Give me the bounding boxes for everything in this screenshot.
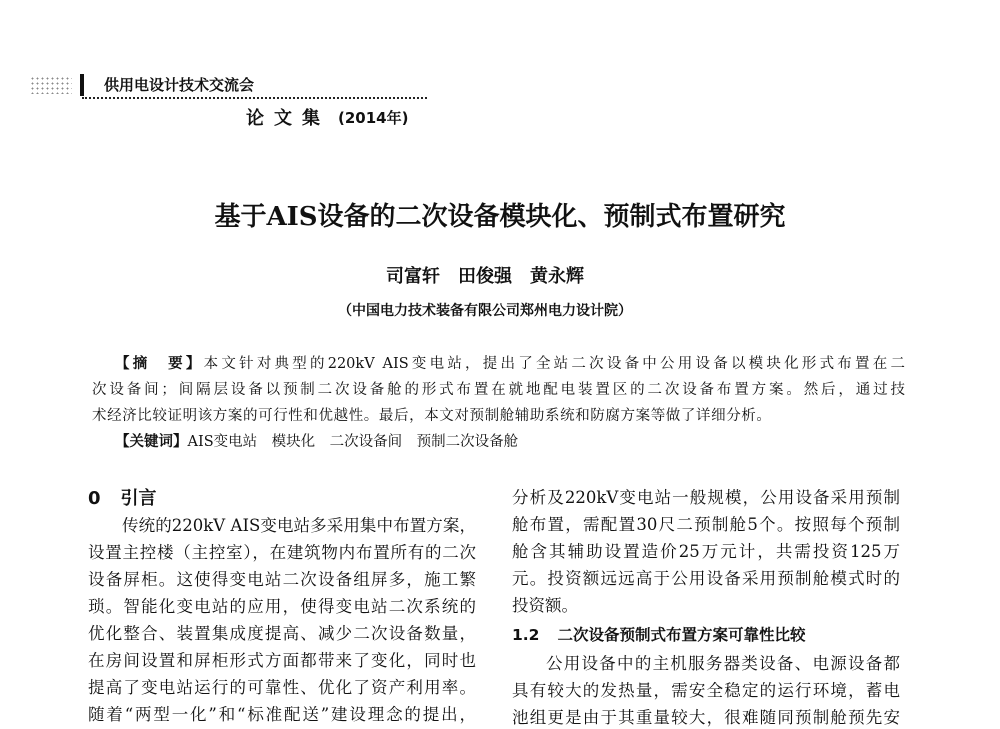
body-line: 公用设备中的主机服务器类设备、电源设备都 [546,654,900,673]
body-line: 设备屏柜。这使得变电站二次设备组屏多，施工繁 [88,570,476,589]
body-line: 舱布置，需配置30尺二预制舱5个。按照每个预制 [512,515,900,534]
collection-title: 论文集 [246,108,330,129]
abstract-line: 次设备间；间隔层设备以预制二次设备舱的形式布置在就地配电装置区的二次设备布置方案。然后，通过技 [92,382,905,398]
body-line: 舱含其辅助设置造价25万元计，共需投资125万 [512,542,900,561]
abstract-text: 本文针对典型的220kV AIS变电站，提出了全站二次设备中公用设备以模块化形式布置在二 [203,356,905,372]
abstract-line [115,352,905,373]
keywords: AIS变电站 模块化 二次设备间 预制二次设备舱 [187,434,519,450]
keywords-line [115,430,518,451]
body-line: 投资额。 [512,596,578,615]
subsection-title: 二次设备预制式布置方案可靠性比较 [557,626,806,644]
body-line: 传统的220kV AIS变电站多采用集中布置方案， [122,516,476,535]
body-line: 元。投资额远远高于公用设备采用预制舱模式时的 [512,569,900,588]
body-line: 在房间设置和屏柜形式方面都带来了变化，同时也 [88,651,476,670]
body-line: 优化整合、装置集成度提高、减少二次设备数量， [88,624,476,643]
section-heading [88,484,157,510]
abstract-line: 术经济比较证明该方案的可行性和优越性。最后，本文对预制舱辅助系统和防腐方案等做了详细分析。 [92,408,772,424]
section-title: 引言 [120,488,157,509]
body-line: 分析及220kV变电站一般规模，公用设备采用预制 [512,488,900,507]
body-line: 具有较大的发热量，需安全稳定的运行环境，蓄电 [512,681,900,700]
body-line: 池组更是由于其重量较大，很难随同预制舱预先安 [512,708,900,727]
body-line: 提高了变电站运行的可靠性、优化了资产利用率。 [88,678,476,697]
keywords-label: 【关键词】 [115,434,188,450]
body-line: 琐。智能化变电站的应用，使得变电站二次系统的 [88,597,476,616]
subsection-number: 1.2 [512,626,540,644]
abstract-label: 【摘 要】 [115,356,204,372]
paper-title: 基于AIS设备的二次设备模块化、预制式布置研究 [214,202,786,232]
header-bar [80,74,84,96]
header-divider [82,97,427,99]
conference-name: 供用电设计技术交流会 [104,76,255,94]
body-line: 设置主控楼（主控室），在建筑物内布置所有的二次 [88,543,476,562]
paper-affiliation: （中国电力技术装备有限公司郑州电力设计院） [338,303,632,319]
subsection-heading [512,623,805,645]
header-decoration [30,76,72,94]
collection-year: (2014年) [338,109,409,127]
body-line: 随着“两型一化”和“标准配送”建设理念的提出， [88,705,476,724]
section-number: 0 [88,488,101,509]
paper-authors: 司富轩 田俊强 黄永辉 [386,266,584,287]
